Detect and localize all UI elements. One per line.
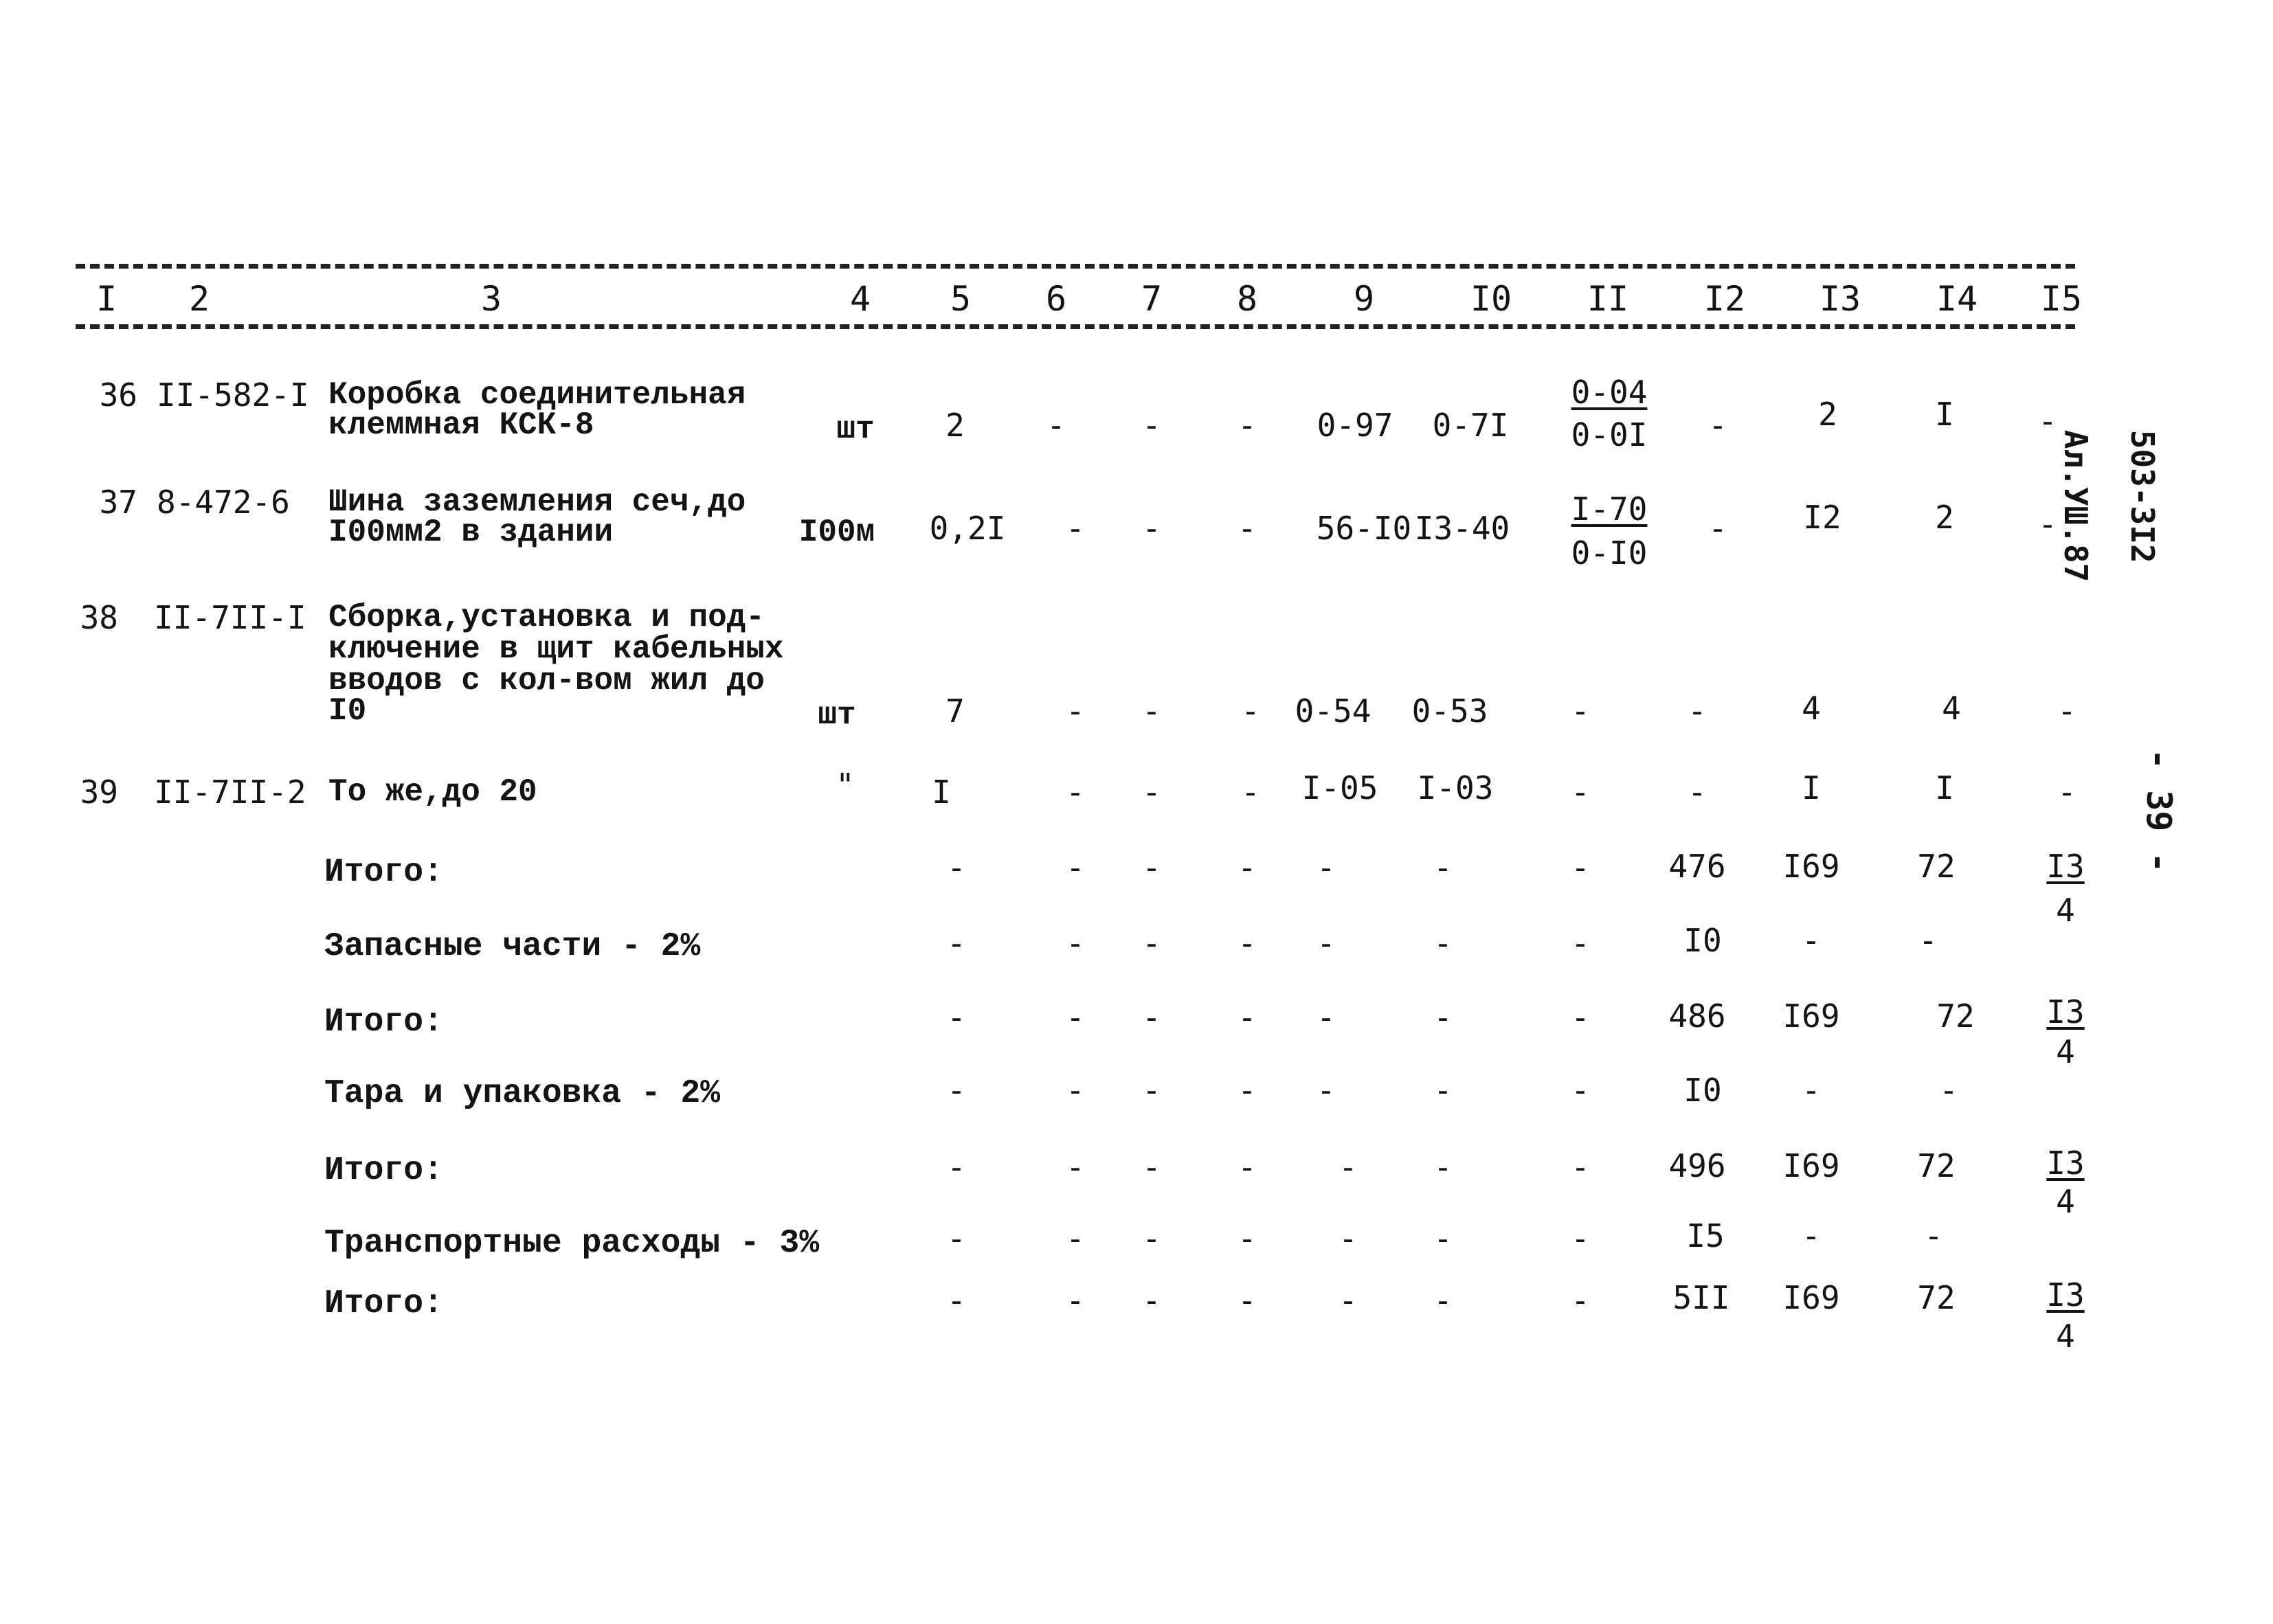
totals-col13: - [1802,922,1821,959]
totals-col11: - [1571,1220,1590,1257]
totals-col9: - [1339,1220,1358,1257]
totals-col13: I69 [1782,1279,1840,1316]
totals-col15-numerator: I3 [2046,993,2085,1030]
totals-col5: - [947,849,966,886]
totals-col7: - [1142,1149,1161,1186]
totals-col10: - [1433,999,1453,1036]
row-col6: - [1066,510,1085,547]
row-col12: - [1708,510,1727,547]
totals-col6: - [1066,925,1085,962]
totals-col12: 5II [1672,1279,1730,1316]
row-col9: 0-97 [1317,407,1393,444]
totals-col8: - [1238,925,1257,962]
row-col10: 0-53 [1411,692,1488,730]
totals-col7: - [1142,1282,1161,1319]
row-col5: 2 [945,407,965,444]
row-col13: 2 [1818,396,1837,433]
totals-col9: - [1317,1072,1336,1109]
totals-col11: - [1571,849,1590,886]
row-col8: - [1238,510,1257,547]
row-description-line: вводов с кол-вом жил до [328,663,765,699]
totals-col11: - [1571,1282,1590,1319]
totals-col15-numerator: I3 [2046,1276,2085,1313]
header-col-12: I2 [1703,279,1746,319]
row-description-line: ключение в щит кабельных [328,631,784,667]
row-col14: I [1935,396,1954,433]
row-number: 38 [80,599,118,636]
header-col-1: I [96,279,117,319]
row-col15: - [2057,692,2076,730]
row-col13: 4 [1802,690,1821,727]
totals-col15-denominator: 4 [2056,892,2075,929]
row-unit: I00м [798,515,875,550]
totals-col10: - [1433,1149,1453,1186]
row-description-line: I00мм2 в здании [328,515,614,550]
row-col7: - [1142,407,1161,444]
totals-label: Итого: [324,854,443,891]
totals-col15-numerator: I3 [2046,848,2085,885]
totals-col13: - [1802,1072,1821,1109]
totals-col13: I69 [1782,997,1840,1035]
totals-col11: - [1571,925,1590,962]
row-col12: - [1688,774,1707,811]
row-description-line: Сборка,установка и под- [328,600,765,635]
totals-col14: - [1924,1217,1943,1254]
header-bottom-rule [76,324,2075,329]
totals-col11: - [1571,1149,1590,1186]
row-col14: 4 [1942,690,1961,727]
row-col6: - [1066,774,1085,811]
album-code: Ал.УШ.87 [2057,429,2095,583]
totals-col9: - [1317,999,1336,1036]
totals-col6: - [1066,849,1085,886]
totals-label: Итого: [324,1004,443,1041]
totals-col5: - [947,1149,966,1186]
totals-col8: - [1238,1072,1257,1109]
row-col11-denominator: 0-I0 [1571,534,1648,572]
row-col11-numerator: 0-04 [1571,374,1648,411]
row-col11: - [1571,692,1590,730]
totals-col12: 496 [1668,1147,1726,1184]
row-col9: 56-I0 [1316,510,1412,547]
document-code-stamp [2026,354,2192,582]
totals-col15-denominator: 4 [2056,1183,2075,1220]
row-col6: - [1066,692,1085,730]
totals-col13: I69 [1782,1147,1840,1184]
row-col11-numerator: I-70 [1571,490,1648,528]
totals-col8: - [1238,999,1257,1036]
totals-col14: 72 [1917,1147,1956,1184]
document-code: 503-3I2 [2123,429,2161,563]
row-description-line: I0 [328,693,367,729]
header-top-rule [76,264,2075,269]
totals-col11: - [1571,1072,1590,1109]
totals-col5: - [947,999,966,1036]
header-col-10: I0 [1470,279,1512,319]
totals-label: Тара и упаковка - 2% [324,1075,721,1112]
totals-col12: I5 [1686,1217,1725,1254]
row-col12: - [1688,692,1707,730]
totals-col14: 72 [1936,997,1975,1035]
totals-col9: - [1317,849,1336,886]
header-col-9: 9 [1353,279,1375,319]
row-col9: I-05 [1301,769,1378,807]
totals-col14: 72 [1917,1279,1956,1316]
row-col5: 0,2I [929,510,1006,547]
totals-col12: I0 [1683,922,1722,959]
row-col11-denominator: 0-0I [1571,416,1648,453]
totals-col11: - [1571,999,1590,1036]
totals-col8: - [1238,1149,1257,1186]
row-col7: - [1142,692,1161,730]
row-col11: - [1571,774,1590,811]
header-col-8: 8 [1236,279,1258,319]
row-code: II-7II-2 [154,774,306,811]
totals-col6: - [1066,999,1085,1036]
row-col8: - [1241,692,1260,730]
row-col15: - [2057,774,2076,811]
totals-col8: - [1238,1220,1257,1257]
row-col14: 2 [1935,499,1954,536]
totals-col9: - [1339,1282,1358,1319]
header-col-6: 6 [1045,279,1067,319]
row-unit: шт [836,411,875,447]
totals-col14: 72 [1917,848,1956,885]
row-col5: I [932,774,951,811]
totals-col5: - [947,925,966,962]
totals-col12: I0 [1683,1072,1722,1109]
totals-col8: - [1238,849,1257,886]
totals-col15-denominator: 4 [2056,1318,2075,1355]
row-col15: - [2038,403,2057,440]
row-col5: 7 [945,692,965,730]
row-col8: - [1241,774,1260,811]
totals-col12: 476 [1668,848,1726,885]
totals-col14: - [1939,1072,1958,1109]
row-number: 37 [99,484,137,521]
row-col9: 0-54 [1295,692,1371,730]
header-col-11: II [1587,279,1629,319]
header-col-4: 4 [849,279,871,319]
row-col6: - [1046,407,1066,444]
totals-col9: - [1339,1149,1358,1186]
totals-col12: 486 [1668,997,1726,1035]
totals-col6: - [1066,1072,1085,1109]
header-col-13: I3 [1819,279,1861,319]
row-col14: I [1935,769,1954,807]
header-col-3: 3 [480,279,502,319]
totals-col6: - [1066,1220,1085,1257]
totals-col7: - [1142,999,1161,1036]
totals-col7: - [1142,1220,1161,1257]
totals-col10: - [1433,1282,1453,1319]
row-col13: I2 [1803,499,1841,536]
row-col12: - [1708,407,1727,444]
header-col-15: I5 [2040,279,2083,319]
totals-col8: - [1238,1282,1257,1319]
page-number: - 39 - [2139,749,2179,873]
totals-col14: - [1918,922,1938,959]
totals-col7: - [1142,849,1161,886]
row-col13: I [1802,769,1821,807]
row-description-line: Коробка соединительная [328,377,746,413]
totals-label: Запасные части - 2% [324,928,701,965]
row-number: 36 [99,376,137,414]
row-unit: " [836,767,855,804]
totals-col5: - [947,1072,966,1109]
totals-label: Итого: [324,1152,443,1189]
totals-col15-denominator: 4 [2056,1033,2075,1070]
totals-col10: - [1433,1220,1453,1257]
row-code: II-582-I [157,376,309,414]
totals-col5: - [947,1282,966,1319]
totals-col9: - [1317,925,1336,962]
row-description-line: Шина заземления сеч,до [328,484,746,520]
row-col10: I-03 [1417,769,1494,807]
row-col15: - [2038,506,2057,543]
row-code: 8-472-6 [157,484,290,521]
totals-col7: - [1142,925,1161,962]
row-code: II-7II-I [154,599,306,636]
totals-col13: I69 [1782,848,1840,885]
row-col7: - [1142,510,1161,547]
totals-col7: - [1142,1072,1161,1109]
row-col10: 0-7I [1432,407,1509,444]
totals-col10: - [1433,925,1453,962]
totals-col15-numerator: I3 [2046,1144,2085,1182]
totals-col10: - [1433,849,1453,886]
header-col-2: 2 [188,279,210,319]
totals-col13: - [1802,1217,1821,1254]
header-col-5: 5 [950,279,972,319]
row-description-line: То же,до 20 [328,774,537,810]
row-description-line: клеммная КСК-8 [328,407,594,443]
row-col8: - [1238,407,1257,444]
header-col-14: I4 [1936,279,1978,319]
header-col-7: 7 [1141,279,1163,319]
totals-label: Транспортные расходы - 3% [324,1225,820,1262]
totals-label: Итого: [324,1285,443,1322]
totals-col5: - [947,1220,966,1257]
totals-col6: - [1066,1149,1085,1186]
row-col10: I3-40 [1414,510,1510,547]
totals-col6: - [1066,1282,1085,1319]
totals-col10: - [1433,1072,1453,1109]
row-unit: шт [818,697,856,733]
row-number: 39 [80,774,118,811]
row-col7: - [1142,774,1161,811]
